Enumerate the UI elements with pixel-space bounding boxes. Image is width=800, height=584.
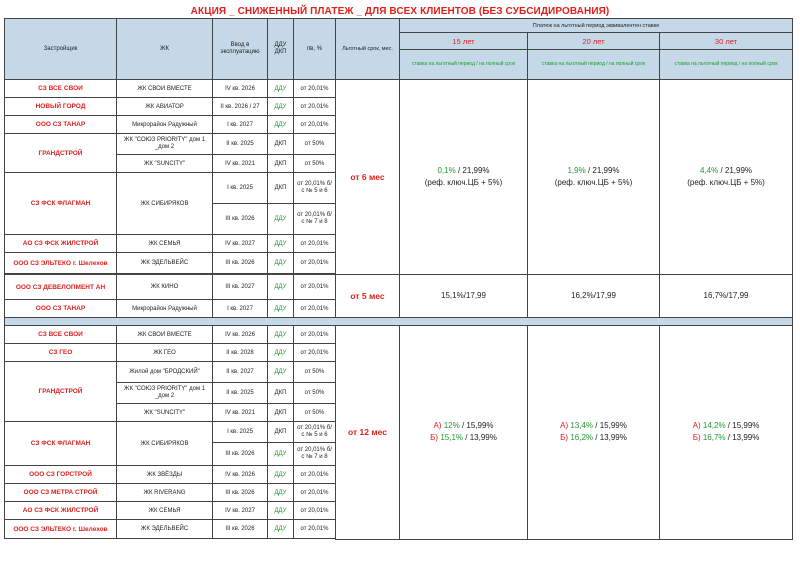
- table-row: III кв. 2026 ДДУ от 20,01% б/с № 7 и 8: [5, 443, 793, 466]
- note-30: ставка на льготный период / на полный срок: [660, 50, 793, 80]
- table-row: ЖК "SUNCITY" IV кв. 2021 ДКП от 50%: [5, 155, 793, 173]
- table-row: СЗ ГЕО ЖК ГЕО II кв. 2028 ДДУ от 20,01%: [5, 344, 793, 362]
- table-row: ЖК "СОЮЗ PRIORITY" дом 1 _дом 2 II кв. 2025 ДКП от 50%: [5, 383, 793, 404]
- table-row: ООО СЗ ТАНАР Микрорайон Радужный I кв. 2027 ДДУ от 20,01%: [5, 116, 793, 134]
- header-row: [5, 19, 793, 33]
- col-commission: Ввод в эксплуатацию: [213, 19, 268, 80]
- rate-20-s2: 16,2%/17,99: [528, 275, 660, 318]
- table-row: ГРАНДСТРОЙ ЖК "СОЮЗ PRIORITY" дом 1 _дом 2 II кв. 2025 ДКП от 50%: [5, 134, 793, 155]
- table-row: НОВЫЙ ГОРОД ЖК АВИАТОР II кв. 2026 / 27 ДДУ от 20,01%: [5, 98, 793, 116]
- section-separator: [5, 318, 793, 326]
- rate-15-s1: 0,1% / 21,99% (реф. ключ.ЦБ + 5%): [400, 80, 528, 275]
- col-pv: пв, %: [294, 19, 336, 80]
- rate-30-s1: 4,4% / 21,99% (реф. ключ.ЦБ + 5%): [660, 80, 793, 275]
- table-row: СЗ ВСЕ СВОИ ЖК СВОИ ВМЕСТЕ IV кв. 2026 ДДУ от 20,01% от 12 мес А) 12% / 15,99% Б) 15,1% / 13,99% А) 13,4% / 15,99% Б) 16,2% / 13,99% А) 14,2% / 15,99% Б) 16,7% / 13,99%: [5, 326, 793, 344]
- col-complex: ЖК: [117, 19, 213, 80]
- col-period: Льготный срок, мес.: [336, 19, 400, 80]
- table-row: СЗ ВСЕ СВОИ ЖК СВОИ ВМЕСТЕ IV кв. 2026 ДДУ от 20,01% от 6 мес 0,1% / 21,99% (реф. ключ.ЦБ + 5%) 1,9% / 21,99% (реф. ключ.ЦБ + 5%) 4,4% / 21,99% (реф. ключ.ЦБ + 5%): [5, 80, 793, 98]
- col-ddu: ДДУ ДКП: [268, 19, 294, 80]
- col-developer: Застройщик: [5, 19, 117, 80]
- table-row: ООО СЗ ГОРСТРОЙ ЖК ЗВЁЗДЫ IV кв. 2026 ДДУ от 20,01%: [5, 466, 793, 484]
- table-row: ООО СЗ ТАНАР Микрорайон Радужный I кв. 2027 ДДУ от 20,01%: [5, 300, 793, 318]
- period-5: от 5 мес: [336, 275, 400, 318]
- table-row: ООО СЗ ЭЛЬТЕКО г. Шелехов ЖК ЭДЕЛЬВЕЙС III кв. 2026 ДДУ от 20,01%: [5, 520, 793, 539]
- note-15: ставка на льготный период / на полный срок: [400, 50, 528, 80]
- col-30-years: 30 лет: [660, 33, 793, 50]
- table-row: ГРАНДСТРОЙ Жилой дом "БРОДСКИЙ" II кв. 2027 ДДУ от 50%: [5, 362, 793, 383]
- rate-15-s3: А) 12% / 15,99% Б) 15,1% / 13,99%: [400, 326, 528, 540]
- table-row: ООО СЗ ДЕВЕЛОПМЕНТ АН ЖК КИНО III кв. 2027 ДДУ от 20,01% от 5 мес 15,1%/17,99 16,2%/17,99 16,7%/17,99: [5, 275, 793, 300]
- col-payments-group: Платеж на льготный период эквивалентен ставке: [400, 19, 793, 33]
- table-row: III кв. 2026 ДДУ от 20,01% б/с № 7 и 8: [5, 204, 793, 235]
- rate-30-s3: А) 14,2% / 15,99% Б) 16,7% / 13,99%: [660, 326, 793, 540]
- table-row: ООО СЗ МЕТРА СТРОЙ ЖК RIVERANG III кв. 2026 ДДУ от 20,01%: [5, 484, 793, 502]
- period-12: от 12 мес: [336, 326, 400, 540]
- table-row: СЗ ФСК ФЛАГМАН ЖК СИБИРЯКОВ I кв. 2025 ДКП от 20,01% б/с № 5 и 6: [5, 422, 793, 443]
- period-6: от 6 мес: [336, 80, 400, 275]
- table-row: ЖК "SUNCITY" IV кв. 2021 ДКП от 50%: [5, 404, 793, 422]
- table-row: ООО СЗ ЭЛЬТЕКО г. Шелехов ЖК ЭДЕЛЬВЕЙС III кв. 2026 ДДУ от 20,01%: [5, 253, 793, 274]
- table-row: СЗ ФСК ФЛАГМАН ЖК СИБИРЯКОВ I кв. 2025 ДКП от 20,01% б/с № 5 и 6: [5, 173, 793, 204]
- rate-15-s2: 15,1%/17,99: [400, 275, 528, 318]
- col-15-years: 15 лет: [400, 33, 528, 50]
- rates-table: [4, 18, 793, 540]
- table-row: АО СЗ ФСК ЖИЛСТРОЙ ЖК СЕМЬЯ IV кв. 2027 ДДУ от 20,01%: [5, 502, 793, 520]
- page-title: АКЦИЯ _ СНИЖЕННЫЙ ПЛАТЕЖ _ ДЛЯ ВСЕХ КЛИЕНТОВ (БЕЗ СУБСИДИРОВАНИЯ): [190, 6, 610, 17]
- col-20-years: 20 лет: [528, 33, 660, 50]
- rate-30-s2: 16,7%/17,99: [660, 275, 793, 318]
- table-row: АО СЗ ФСК ЖИЛСТРОЙ ЖК СЕМЬЯ IV кв. 2027 ДДУ от 20,01%: [5, 235, 793, 253]
- note-20: ставка на льготный период / на полный срок: [528, 50, 660, 80]
- rate-20-s3: А) 13,4% / 15,99% Б) 16,2% / 13,99%: [528, 326, 660, 540]
- rate-20-s1: 1,9% / 21,99% (реф. ключ.ЦБ + 5%): [528, 80, 660, 275]
